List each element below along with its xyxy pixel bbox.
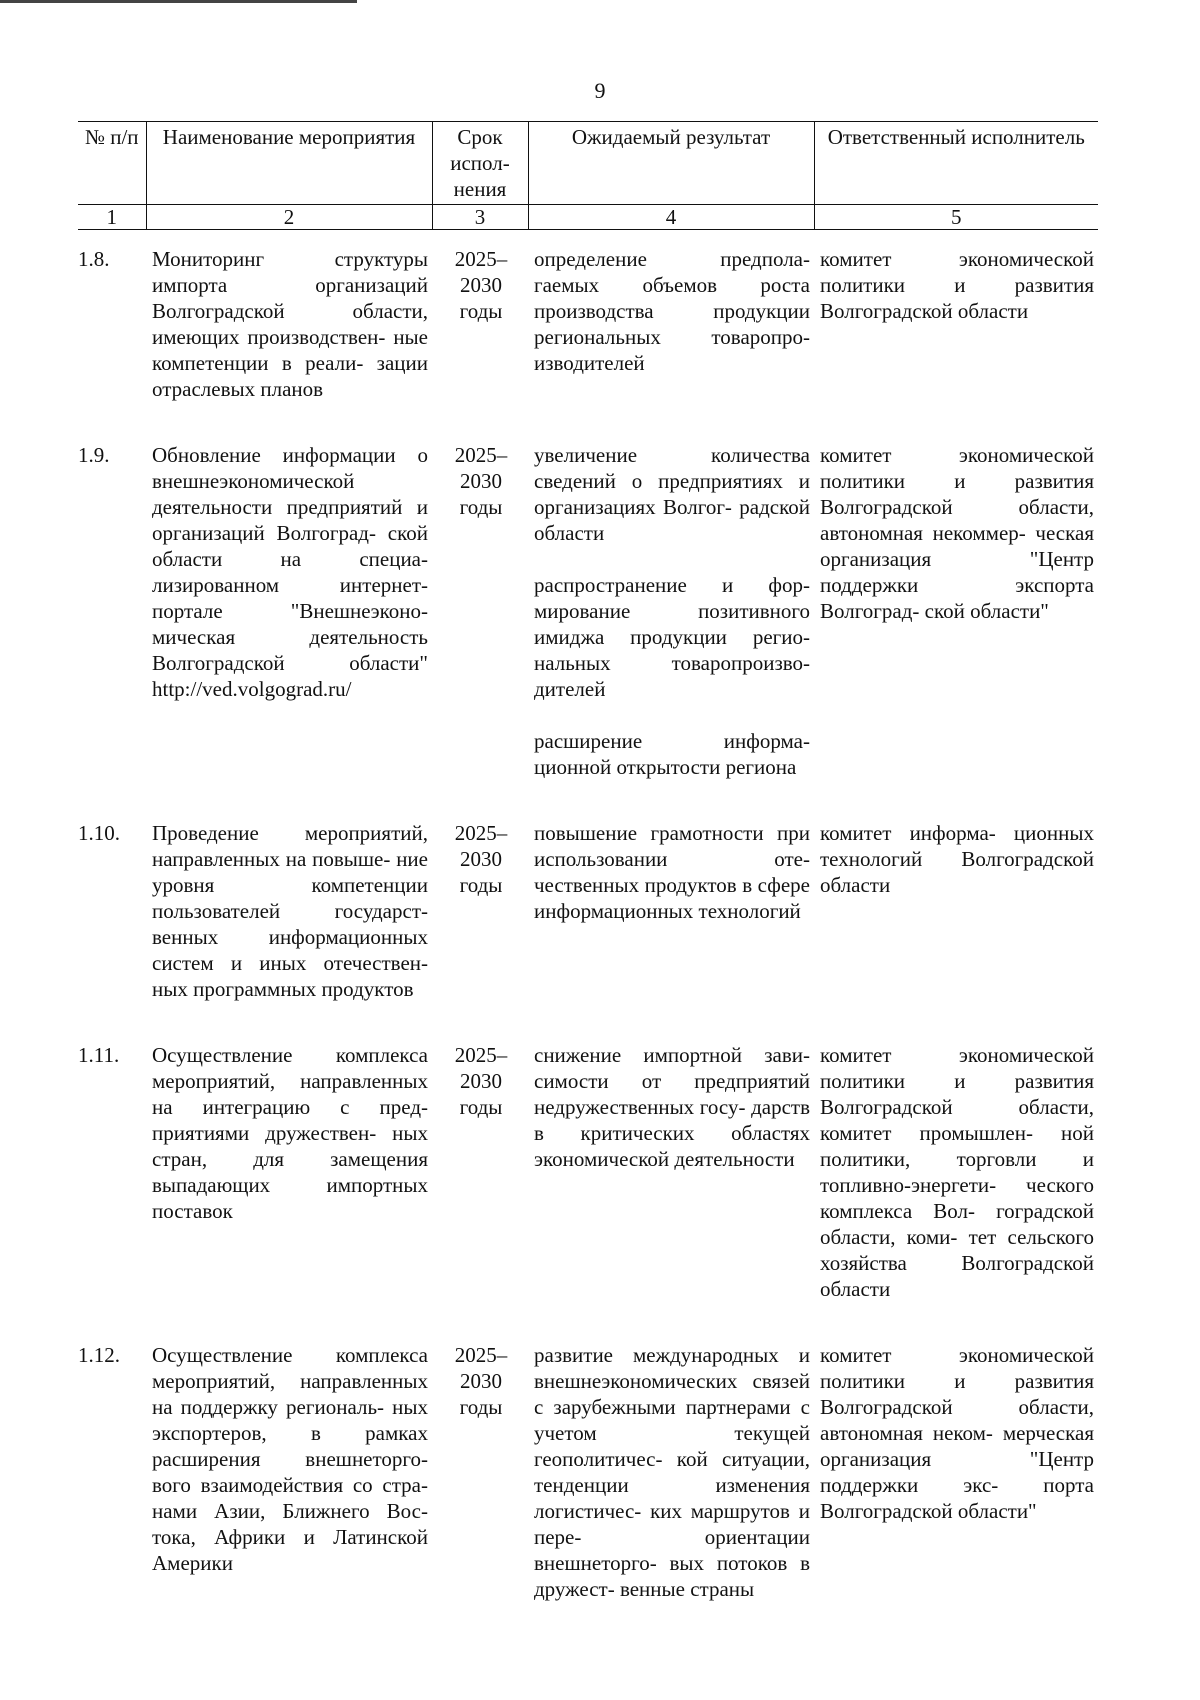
responsible: комитет экономической политики и развития Волгоградской области, автономная некоммер- ческая организация "Центр поддержки экспорта Волгоград- ской области"	[820, 442, 1094, 623]
column-number: 5	[814, 205, 1098, 230]
term: 2025– 2030 годы	[454, 1042, 508, 1119]
result-item: снижение импортной зави- симости от предприятий недружественных госу- дарств в критических областях экономической деятельности	[534, 1042, 810, 1171]
result-item: развитие международных и внешнеэкономических связей с зарубежными партнерами с учетом текущей геополитичес- кой ситуации, тенденции изменения логистичес- ких маршрутов и пере- ориентации внешнеторго- вых потоков в дружест- венные страны	[534, 1342, 810, 1601]
result-item: повышение грамотности при использовании оте- чественных продуктов в сфере информационных технологий	[534, 820, 810, 923]
result-item: расширение информа- ционной открытости региона	[534, 728, 810, 779]
column-number: 4	[528, 205, 814, 230]
table-row	[78, 820, 1098, 1002]
table-row	[78, 1042, 1098, 1302]
result-item: определение предпола- гаемых объемов роста производства продукции региональных товаропро- изводителей	[534, 246, 810, 375]
measure-name: Проведение мероприятий, направленных на повыше- ние уровня компетенции пользователей государст- венных информационных систем и иных отечествен- ных программных продуктов	[152, 820, 428, 1001]
header-term: Срок испол- нения	[432, 122, 528, 205]
row-number: 1.12.	[78, 1342, 120, 1367]
measure-name: Осуществление комплекса мероприятий, направленных на поддержку региональ- ных экспортеров, в рамках расширения внешнеторго- вого взаимодействия со стра- нами Азии, Ближнего Вос- тока, Африки и Латинской Америки	[152, 1342, 428, 1575]
row-number: 1.11.	[78, 1042, 120, 1067]
header-row	[78, 122, 1098, 205]
expected-result	[528, 1342, 814, 1602]
column-number-row	[78, 205, 1098, 230]
table-row	[78, 246, 1098, 402]
result-item: распространение и фор- мирование позитивного имиджа продукции регио- нальных товаропроизво- дителей	[534, 572, 810, 701]
term: 2025– 2030 годы	[454, 442, 508, 519]
responsible: комитет экономической политики и развития Волгоградской области, автономная неком- мерческая организация "Центр поддержки экс- порта Волгоградской области"	[820, 1342, 1094, 1523]
table-row	[78, 1342, 1098, 1602]
header-expected-result: Ожидаемый результат	[528, 122, 814, 205]
column-number: 2	[146, 205, 432, 230]
measure-name: Обновление информации о внешнеэкономической деятельности предприятий и организаций Волгоград- ской области на специа- лизированном интернет- портале "Внешнеэконо- мическая деятельность Волгоградской области" http://ved.volgograd.ru/	[152, 442, 428, 701]
measure-name: Мониторинг структуры импорта организаций Волгоградской области, имеющих производствен- ные компетенции в реали- зации отраслевых планов	[152, 246, 428, 401]
table-row	[78, 442, 1098, 780]
result-item: увеличение количества сведений о предприятиях и организациях Волгог- радской области	[534, 442, 810, 545]
row-number: 1.10.	[78, 820, 120, 845]
expected-result	[528, 820, 814, 1002]
expected-result	[528, 246, 814, 402]
header-responsible: Ответственный исполнитель	[814, 122, 1098, 205]
column-number: 3	[432, 205, 528, 230]
expected-result	[528, 1042, 814, 1302]
header-measure-name: Наименование мероприятия	[146, 122, 432, 205]
row-number: 1.8.	[78, 246, 110, 271]
term: 2025– 2030 годы	[454, 246, 508, 323]
responsible: комитет информа- ционных технологий Волгоградской области	[820, 820, 1094, 897]
term: 2025– 2030 годы	[454, 1342, 508, 1419]
row-number: 1.9.	[78, 442, 110, 467]
top-rule	[0, 0, 357, 3]
header-number: № п/п	[78, 122, 146, 205]
expected-result	[528, 442, 814, 780]
responsible: комитет экономической политики и развития Волгоградской области, комитет промышлен- ной политики, торговли и топливно-энергети- ческого комплекса Вол- гоградской области, коми- тет сельского хозяйства Волгоградской области	[820, 1042, 1094, 1301]
page-number: 9	[594, 78, 606, 103]
measure-name: Осуществление комплекса мероприятий, направленных на интеграцию с пред- приятиями дружествен- ных стран, для замещения выпадающих импортных поставок	[152, 1042, 428, 1223]
column-number: 1	[78, 205, 146, 230]
responsible: комитет экономической политики и развития Волгоградской области	[820, 246, 1094, 323]
measures-table	[78, 121, 1098, 1602]
term: 2025– 2030 годы	[454, 820, 508, 897]
